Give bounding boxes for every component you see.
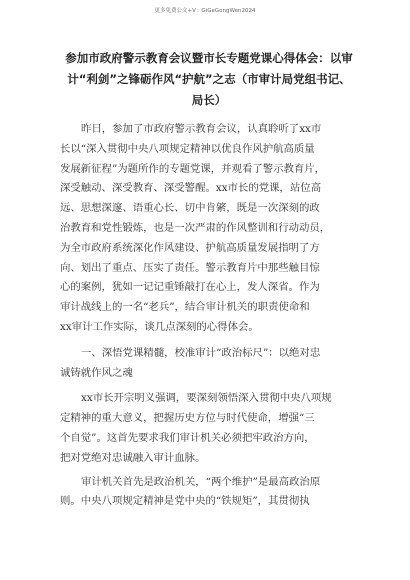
text-line: 远、思想深邃、语重心长、切中肯綮，既是一次深刻的政 bbox=[60, 202, 320, 215]
text-line: 一、深悟党课精髓，校准审计“政治标尺”：以绝对忠 bbox=[81, 346, 321, 359]
text-line: 向、划出了重点、压实了责任。警示教育片中那些触目惊 bbox=[60, 261, 320, 274]
document-body bbox=[60, 120, 360, 512]
text-line: 发展新征程”为题所作的专题党课，并观看了警示教育片， bbox=[60, 162, 326, 175]
text-line: 为全市政府系统深化作风建设、护航高质量发展指明了方 bbox=[60, 241, 320, 254]
title-line: 局长） bbox=[191, 93, 227, 107]
text-line: 治教育和党性锻炼，也是一次严肃的作风整训和行动动员， bbox=[60, 221, 331, 234]
page-header: 更多免费公文+V：GiGeGongWen2024 bbox=[154, 8, 256, 14]
text-line: 诚铸就作风之魂 bbox=[60, 366, 133, 379]
text-line: 审计机关首先是政治机关，“两个维护”是最高政治原 bbox=[81, 475, 321, 488]
text-line: 则。中央八项规定精神是党中央的“铁规矩”，其贯彻执 bbox=[60, 495, 310, 508]
paragraph bbox=[60, 389, 360, 468]
text-line: 深受触动、深受教育、深受警醒。xx市长的党课，站位高 bbox=[60, 182, 322, 195]
section-heading bbox=[60, 344, 360, 384]
document-title bbox=[56, 48, 362, 111]
text-line: 审计战线上的一名“老兵”，结合审计机关的职责使命和 bbox=[60, 301, 310, 314]
paragraph-intro bbox=[60, 120, 360, 338]
text-line: 心的案例，犹如一记记重锤敲打在心上，发人深省。作为 bbox=[60, 281, 320, 294]
title-line: 计“利剑”之锋砺作风“护航”之志（市审计局党组书记、 bbox=[67, 72, 351, 86]
text-line: xx市长开宗明义强调，要深刻领悟深入贯彻中央八项规 bbox=[81, 392, 332, 405]
paragraph bbox=[60, 473, 360, 513]
text-line: 定精神的重大意义，把握历史方位与时代使命，增强“三 bbox=[60, 412, 315, 425]
text-line: 个自觉”。这首先要求我们审计机关必须把牢政治方向， bbox=[60, 431, 315, 444]
text-line: 长以“深入贯彻中央八项规定精神以优良作风护航高质量 bbox=[60, 142, 315, 155]
title-line: 参加市政府警示教育会议暨市长专题党课心得体会：以审 bbox=[65, 51, 353, 65]
text-line: xx审计工作实际，谈几点深刻的心得体会。 bbox=[60, 320, 259, 333]
text-line: 把对党绝对忠诚融入审计血脉。 bbox=[60, 451, 206, 464]
text-line: 昨日，参加了市政府警示教育会议，认真聆听了xx市 bbox=[81, 123, 322, 135]
